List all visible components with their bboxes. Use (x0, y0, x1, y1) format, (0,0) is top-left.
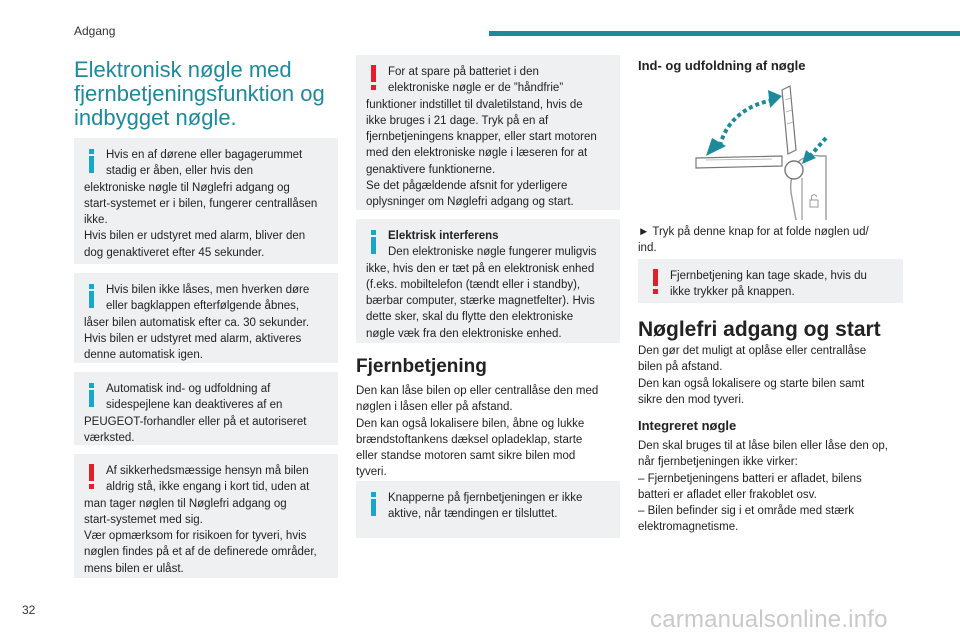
header-accent-bar (489, 31, 960, 36)
note-text: Hvis bilen ikke låses, men hverken døre eller bagklappen efterfølgende åbnes, låser bilen automatisk efter ca. 30 sekunder. Hvis bilen er udstyret med alarm, aktiveres denne automatisk igen. (84, 284, 310, 362)
keyless-paragraph: Den gør det muligt at oplåse eller centrallåse bilen på afstand. Den kan også lokalisere og starte bilen samt sikre den mod tyveri. (638, 345, 867, 406)
page-title-line: fjernbetjeningsfunktion og (74, 81, 325, 106)
note-text: Af sikkerhedsmæssige hensyn må bilen aldrig stå, ikke engang i kort tid, uden at man tager nøglen til Nøglefri adgang og start-systemet med sig. Vær opmærksom for risikoen for tyveri, hvis nøglen findes på et af de definerede områder, mens bilen er ulåst. (84, 465, 317, 575)
header-section-title: Adgang (74, 24, 116, 38)
info-icon (366, 490, 384, 520)
section-title-keyless: Nøglefri adgang og start (638, 318, 881, 341)
page-title-line: Elektronisk nøgle med (74, 57, 292, 82)
warning-icon (84, 463, 102, 493)
info-note-auto-lock (74, 273, 338, 363)
remote-paragraph: Den kan låse bilen op eller centrallåse den med nøglen i låsen eller på afstand. Den kan også lokalisere bilen, åbne og lukke brændstoftankens dæksel opladeklap, starte eller standse motoren samt sikre bilen mod tyveri. (356, 385, 599, 479)
note-text: Fjernbetjening kan tage skade, hvis du ikke trykker på knappen. (670, 270, 867, 299)
note-text: Automatisk ind- og udfoldning af sidespejlene kan deaktiveres af en PEUGEOT-forhandler eller på et autoriseret værksted. (84, 383, 307, 444)
key-fold-illustration (686, 80, 886, 220)
info-icon (84, 147, 102, 177)
info-icon (84, 282, 102, 312)
note-text: Elektrisk interferens Den elektroniske nøgle fungerer muligvis ikke, hvis den er tæt på en elektronisk enhed (f.eks. mobiltelefon (tændt eller i standby), bærbar computer, stærke magnetfelter). Hvis dette sker, skal du flytte den elektroniske nøgle væk fra den elektroniske enhed. (366, 230, 597, 340)
info-note-buttons-inactive (356, 481, 620, 538)
integrated-key-paragraph: Den skal bruges til at låse bilen eller låse den op, når fjernbetjeningen ikke virker: – Fjernbetjeningens batteri er afladet, bilens batteri er afladet eller frakoblet osv. – Bilen befinder sig i et område med stærk elektromagnetisme. (638, 440, 888, 534)
watermark: carmanualsonline.info (650, 606, 888, 633)
integrated-key-title: Integreret nøgle (638, 418, 737, 433)
note-text: Hvis en af dørene eller bagagerummet stadig er åben, eller hvis den elektroniske nøgle til Nøglefri adgang og start-systemet er i bilen, fungerer centrallåsen ikke. Hvis bilen er udstyret med alarm, bliver den dog genaktiveret efter 45 sekunder. (84, 149, 318, 259)
info-note-mirrors (74, 372, 338, 445)
warning-icon (648, 268, 666, 298)
warning-note-fob-damage (638, 259, 903, 303)
info-note-doors-open (74, 138, 338, 264)
warning-note-battery (356, 55, 620, 210)
fold-key-title: Ind- og udfoldning af nøgle (638, 58, 806, 73)
note-text: For at spare på batteriet i den elektroniske nøgle er de ”håndfrie” funktioner indstillet til dvaletilstand, hvis de ikke bruges i 21 dage. Tryk på en af fjernbetjeningens knapper, eller start motoren med den elektroniske nøgle i læseren for at genaktivere funktionerne. Se det pågældende afsnit for yderligere oplysninger om Nøglefri adgang og start. (366, 66, 597, 209)
note-heading: Elektrisk interferens (388, 230, 499, 242)
warning-icon (366, 64, 384, 94)
page-title (74, 58, 325, 130)
info-icon (84, 381, 102, 411)
page-number: 32 (22, 603, 36, 617)
info-note-interference (356, 219, 620, 343)
info-icon (366, 228, 384, 258)
fold-instruction: ► Tryk på denne knap for at folde nøglen ud/ ind. (638, 226, 869, 255)
note-text: Knapperne på fjernbetjeningen er ikke aktive, når tændingen er tilsluttet. (388, 492, 583, 521)
warning-note-safety (74, 454, 338, 578)
page-title-line: indbygget nøgle. (74, 105, 237, 130)
section-title-remote: Fjernbetjening (356, 356, 487, 377)
